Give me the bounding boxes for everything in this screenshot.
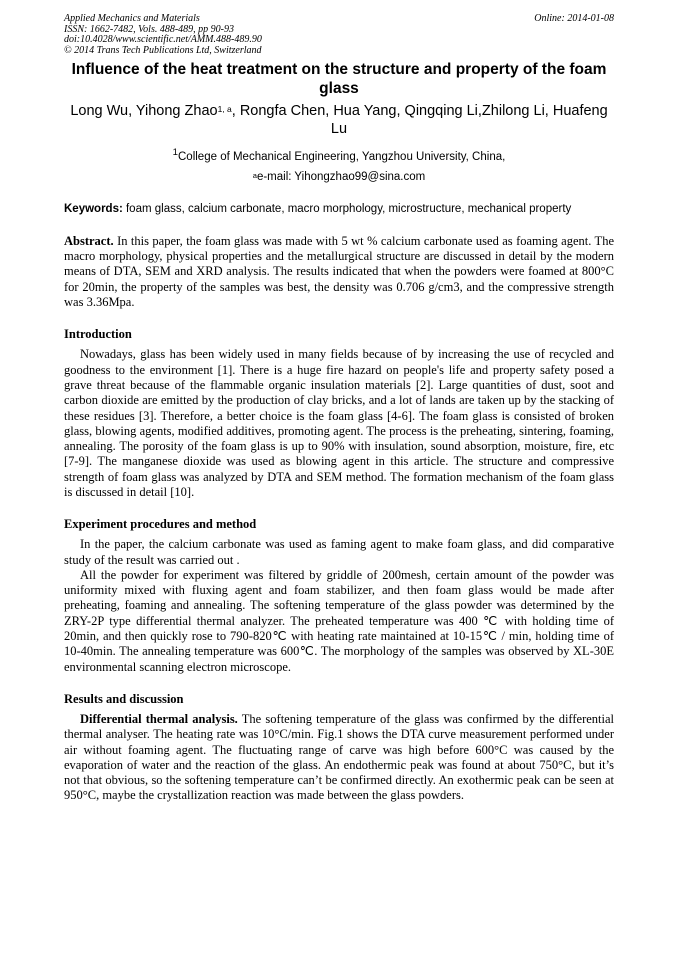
email-text[interactable]: e-mail: Yihongzhao99@sina.com [256,170,426,183]
online-date: Online: 2014-01-08 [534,13,614,24]
abstract [64,234,614,310]
results-subheading: Differential thermal analysis. [80,711,238,726]
affiliation-superscript: 1 [172,147,178,158]
keywords [64,202,614,216]
section-heading-results: Results and discussion [64,691,184,706]
authors-first: Long Wu, Yihong Zhao [70,103,218,119]
abstract-text: In this paper, the foam glass was made with 5 wt % calcium carbonate used as foaming agent. The macro morphology, physical properties and the metallurgical structure are discussed in detail by the modern means of DTA, SEM and XRD analysis. The results indicated that when the powders were foamed at 800°C for 20min, the property of the samples was best, the density was 0.706 g/cm3, and the compressive strength was 3.36Mpa. [64,233,614,310]
author-email [64,170,614,184]
paper-title: Influence of the heat treatment on the structure and property of the foam glass [71,61,607,97]
journal-header [64,14,614,58]
affiliation-text: College of Mechanical Engineering, Yangzhou University, China, [178,150,506,163]
affiliation [64,146,614,164]
authors-rest: , Rongfa Chen, Hua Yang, Qingqing Li,Zhilong Li, Huafeng Lu [231,103,608,137]
section-heading-introduction: Introduction [64,327,132,342]
experiment-paragraph-2: All the powder for experiment was filtered by griddle of 200mesh, certain amount of the powder was uniformity mixed with fluxing agent and foam stabilizer, and then foam glass would be made after preheating, foaming and annealing. The softening temperature of the glass powder was determined by the ZRY-2P type differential thermal analyzer. The preheated temperature was 400 ℃ with holding time of 20min, and then quickly rose to 790-820℃ with heating rate maintained at 10-15℃ / min, holding time of 10-40min. The annealing temperature was 600℃. The morphology of the samples was observed by XL-30E environmental scanning electron microscope. [64,567,614,674]
journal-info [64,14,614,56]
journal-copyright: © 2014 Trans Tech Publications Ltd, Switzerland [64,44,262,56]
section-heading-experiment: Experiment procedures and method [64,517,257,532]
results-paragraph [64,712,614,804]
author-superscript: 1, a [217,104,232,114]
keywords-label: Keywords: [64,202,123,215]
journal-name: Applied Mechanics and Materials [64,13,200,24]
journal-issn: ISSN: 1662-7482, Vols. 488-489, pp 90-93 [64,23,234,35]
results-text: The softening temperature of the glass was confirmed by the differential thermal analyser. The heating rate was 10°C/min. Fig.1 shows the DTA curve measurement performed under air without foaming agent. The fluctuating range of carve was high before 600°C was caused by the evaporation of water and the reaction of the glass. An endothermic peak was found at about 750°C, but it’s not that obvious, so the softening temperature can’t be confirmed directly. An exothermic peak can be seen at 950°C, maybe the crystallization reaction was made between the glass powders. [64,711,614,803]
abstract-label: Abstract. [64,233,114,248]
journal-doi[interactable]: doi:10.4028/www.scientific.net/AMM.488-489.90 [64,34,262,46]
introduction-paragraph: Nowadays, glass has been widely used in many fields because of by increasing the use of recycled and goodness to the environment [1]. There is a huge fire hazard on people's life and property safety posed a grave threat because of the flammable organic insulation materials [2]. Large quantities of dust, soot and carbon dioxide are emitted by the production of clay bricks, and a lot of lands are taken up by the stacking of these residues [3]. Therefore, a better choice is the foam glass [4-6]. The foam glass is consisted of broken glass, blowing agents, modified additives, promoting agent. The process is the preheating, sintering, foaming, annealing. The porosity of the foam glass is up to 90% with insulation, sound absorption, moisture, fire, etc [7-9]. The manganese dioxide was used as blowing agent in this article. The structure and compressive strength of foam glass was analyzed by DTA and SEM method. The formation mechanism of the foam glass is discussed in detail [10]. [64,347,614,499]
experiment-paragraph-1: In the paper, the calcium carbonate was used as faming agent to make foam glass, and did comparative study of the result was carried out . [64,537,614,567]
keywords-text: foam glass, calcium carbonate, macro morphology, microstructure, mechanical property [122,202,572,215]
email-superscript: a [252,170,257,180]
author-list [64,102,614,138]
